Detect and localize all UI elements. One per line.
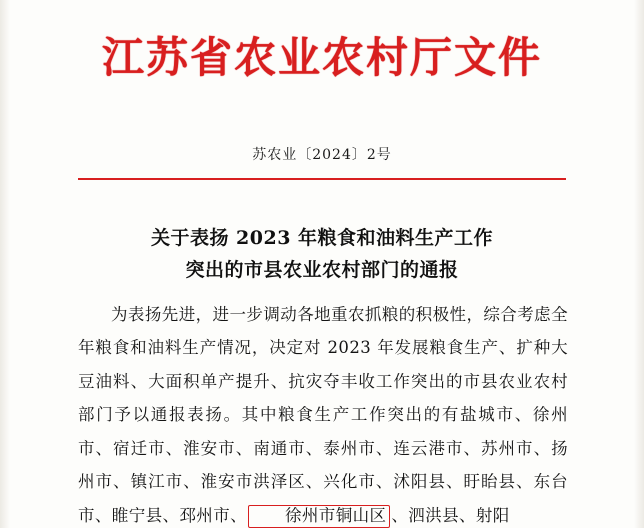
document-number: 苏农业〔2024〕2号 [252,147,392,163]
highlighted-county-name: 徐州市铜山区 [248,505,390,528]
body-text-part-2: 、泗洪县、射阳 [391,505,510,525]
body-paragraph [78,298,568,532]
document-title-line-1: 关于表扬 2023 年粮食和油料生产工作 [150,227,494,249]
document-title [90,222,554,287]
document-masthead-title: 江苏省农业农村厅文件 [101,33,542,82]
body-text-part-1: 为表扬先进，进一步调动各地重农抓粮的积极性，综合考虑全年粮食和油料生产情况，决定对 2023 年发展粮食生产、扩种大豆油料、大面积单产提升、抗灾夺丰收工作突出的市县农业农村部门予以通报表扬。其中粮食生产工作突出的有盐城市、徐州市、宿迁市、淮安市、南通市、泰州市、连云港市、苏州市、扬州市、镇江市、淮安市洪泽区、兴化市、沭阳县、盱眙县、东台市、睢宁县、邳州市、 [78,305,568,525]
masthead-red-divider [78,178,566,180]
document-title-line-2: 突出的市县农业农村部门的通报 [185,259,459,282]
document-body [78,298,568,532]
